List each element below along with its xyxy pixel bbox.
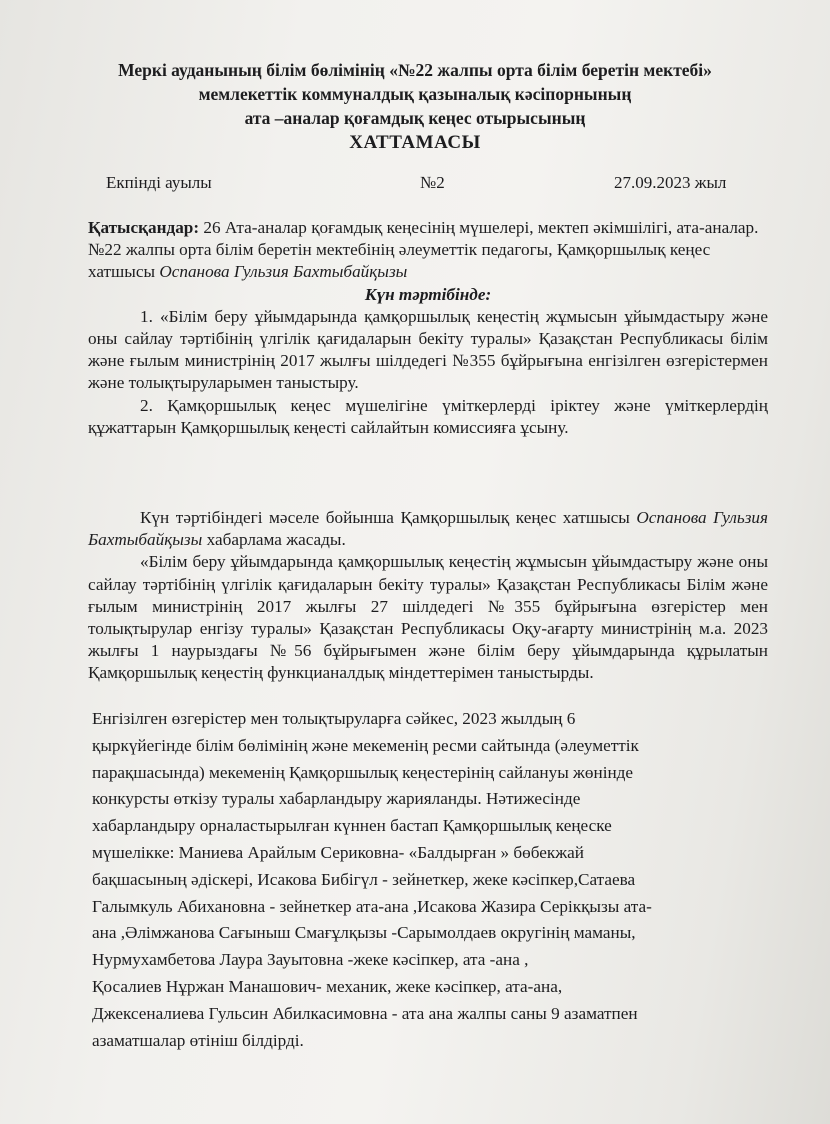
secretary-text: №22 жалпы орта білім беретін мектебінің әлеуметтік педагогы, Қамқоршылық кеңес хатшысы: [88, 240, 711, 282]
meta-number: №2: [420, 173, 445, 192]
candidates-line: Қосалиев Нұржан Манашович- механик, жеке кәсіпкер, ата-ана,: [92, 976, 563, 996]
header-line-3: ата –аналар қоғамдық кеңес отырысының: [244, 108, 586, 128]
candidates-line: азаматшалар өтініш білдірді.: [92, 1030, 304, 1050]
candidates-section: [92, 706, 768, 1054]
report-intro-name: Оспанова Гульзия Бахтыбайқызы: [88, 508, 768, 550]
agenda-item-1: 1. «Білім беру ұйымдарында қамқоршылық кеңестің жұмысын ұйымдастыру және оны сайлау тәртібінің үлгілік қағидаларын бекіту туралы» Қазақстан Республикасы білім және ғылым министрінің 2017 жылғы шілдедегі №355 бұйрығына енгізілген өзгерістермен және толықтыруларымен таныстыру.: [88, 306, 768, 393]
candidates-line: Джексеналиева Гульсин Абилкасимовна - ата ана жалпы саны 9 азаматпен: [92, 1003, 638, 1023]
candidates-line: мүшелікке: Маниева Арайлым Сериковна- «Балдырған » бөбекжай: [92, 842, 584, 862]
agenda-title: Күн тәртібінде:: [364, 284, 492, 304]
document-header: [0, 58, 830, 156]
candidates-line: ана ,Әлімжанова Сағыныш Смағұлқызы -Сарымолдаев округінің маманы,: [92, 923, 636, 943]
header-line-2: мемлекеттік коммуналдық қазыналық кәсіпорнының: [198, 84, 632, 104]
participants-paragraph: [88, 217, 768, 239]
candidates-line: конкурсты өткізу туралы хабарландыру жарияланды. Нәтижесінде: [92, 789, 581, 809]
candidates-line: бақшасының әдіскері, Исакова Бибігүл - зейнеткер, жеке кәсіпкер,Сатаева: [92, 869, 636, 889]
report-intro: [88, 507, 768, 551]
report-section: [88, 507, 768, 685]
candidates-line: хабарландыру орналастырылған күннен бастап Қамқоршылық кеңеске: [92, 816, 612, 836]
agenda-item-2: 2. Қамқоршылық кеңес мүшелігіне үміткерлерді іріктеу және үміткерлердің құжаттарын Қамқоршылық кеңесті сайлайтын комиссияға ұсыну.: [88, 395, 768, 437]
candidates-line: Енгізілген өзгерістер мен толықтыруларға сәйкес, 2023 жылдың 6: [92, 709, 576, 728]
candidates-line: қыркүйегінде білім бөлімінің және мекеменің ресми сайтында (әлеуметтік: [92, 735, 639, 755]
candidates-line: парақшасында) мекеменің Қамқоршылық кеңестерінің сайлануы жөнінде: [92, 762, 634, 782]
participants-section: [88, 217, 768, 439]
header-line-1: Меркі ауданының білім бөлімінің «№22 жалпы орта білім беретін мектебі»: [118, 60, 712, 80]
secretary-paragraph: [88, 239, 768, 283]
candidates-line: Галымкуль Абихановна - зейнеткер ата-ана ,Исакова Жазира Серікқызы ата-: [92, 896, 652, 916]
secretary-name: Оспанова Гульзия Бахтыбайқызы: [159, 262, 408, 282]
meta-place: Екпінді ауылы: [106, 173, 212, 192]
participants-text: 26 Ата-аналар қоғамдық кеңесінің мүшелері, мектеп әкімшілігі, ата-аналар.: [199, 218, 759, 237]
meta-date: 27.09.2023 жыл: [614, 173, 727, 192]
report-intro-text: Күн тәртібіндегі мәселе бойынша Қамқоршылық кеңес хатшысы: [140, 508, 637, 527]
document-title: ХАТТАМАСЫ: [349, 132, 481, 153]
participants-label: Қатысқандар:: [88, 218, 200, 237]
report-paragraph: «Білім беру ұйымдарында қамқоршылық кеңестің жұмысын ұйымдастыру және оны сайлау тәртібінің үлгілік қағидаларын бекіту туралы» Қазақстан Республикасы Білім және ғылым министрінің 2017 жылғы 27 шілдедегі №355 бұйрығына өзгерістер мен толықтырулар енгізу туралы» Қазақстан Республикасы Оқу-ағарту министрінің м.а. 2023 жылғы 1 наурыздағы №56 бұйрығымен және білім беру ұйымдарында құрылатын Қамқоршылық кеңестің функцианалдық міндеттерімен таныстырды.: [88, 552, 768, 683]
report-intro-tail: хабарлама жасады.: [202, 530, 346, 550]
candidates-line: Нурмухамбетова Лаура Зауытовна -жеке кәсіпкер, ата -ана ,: [92, 950, 529, 970]
